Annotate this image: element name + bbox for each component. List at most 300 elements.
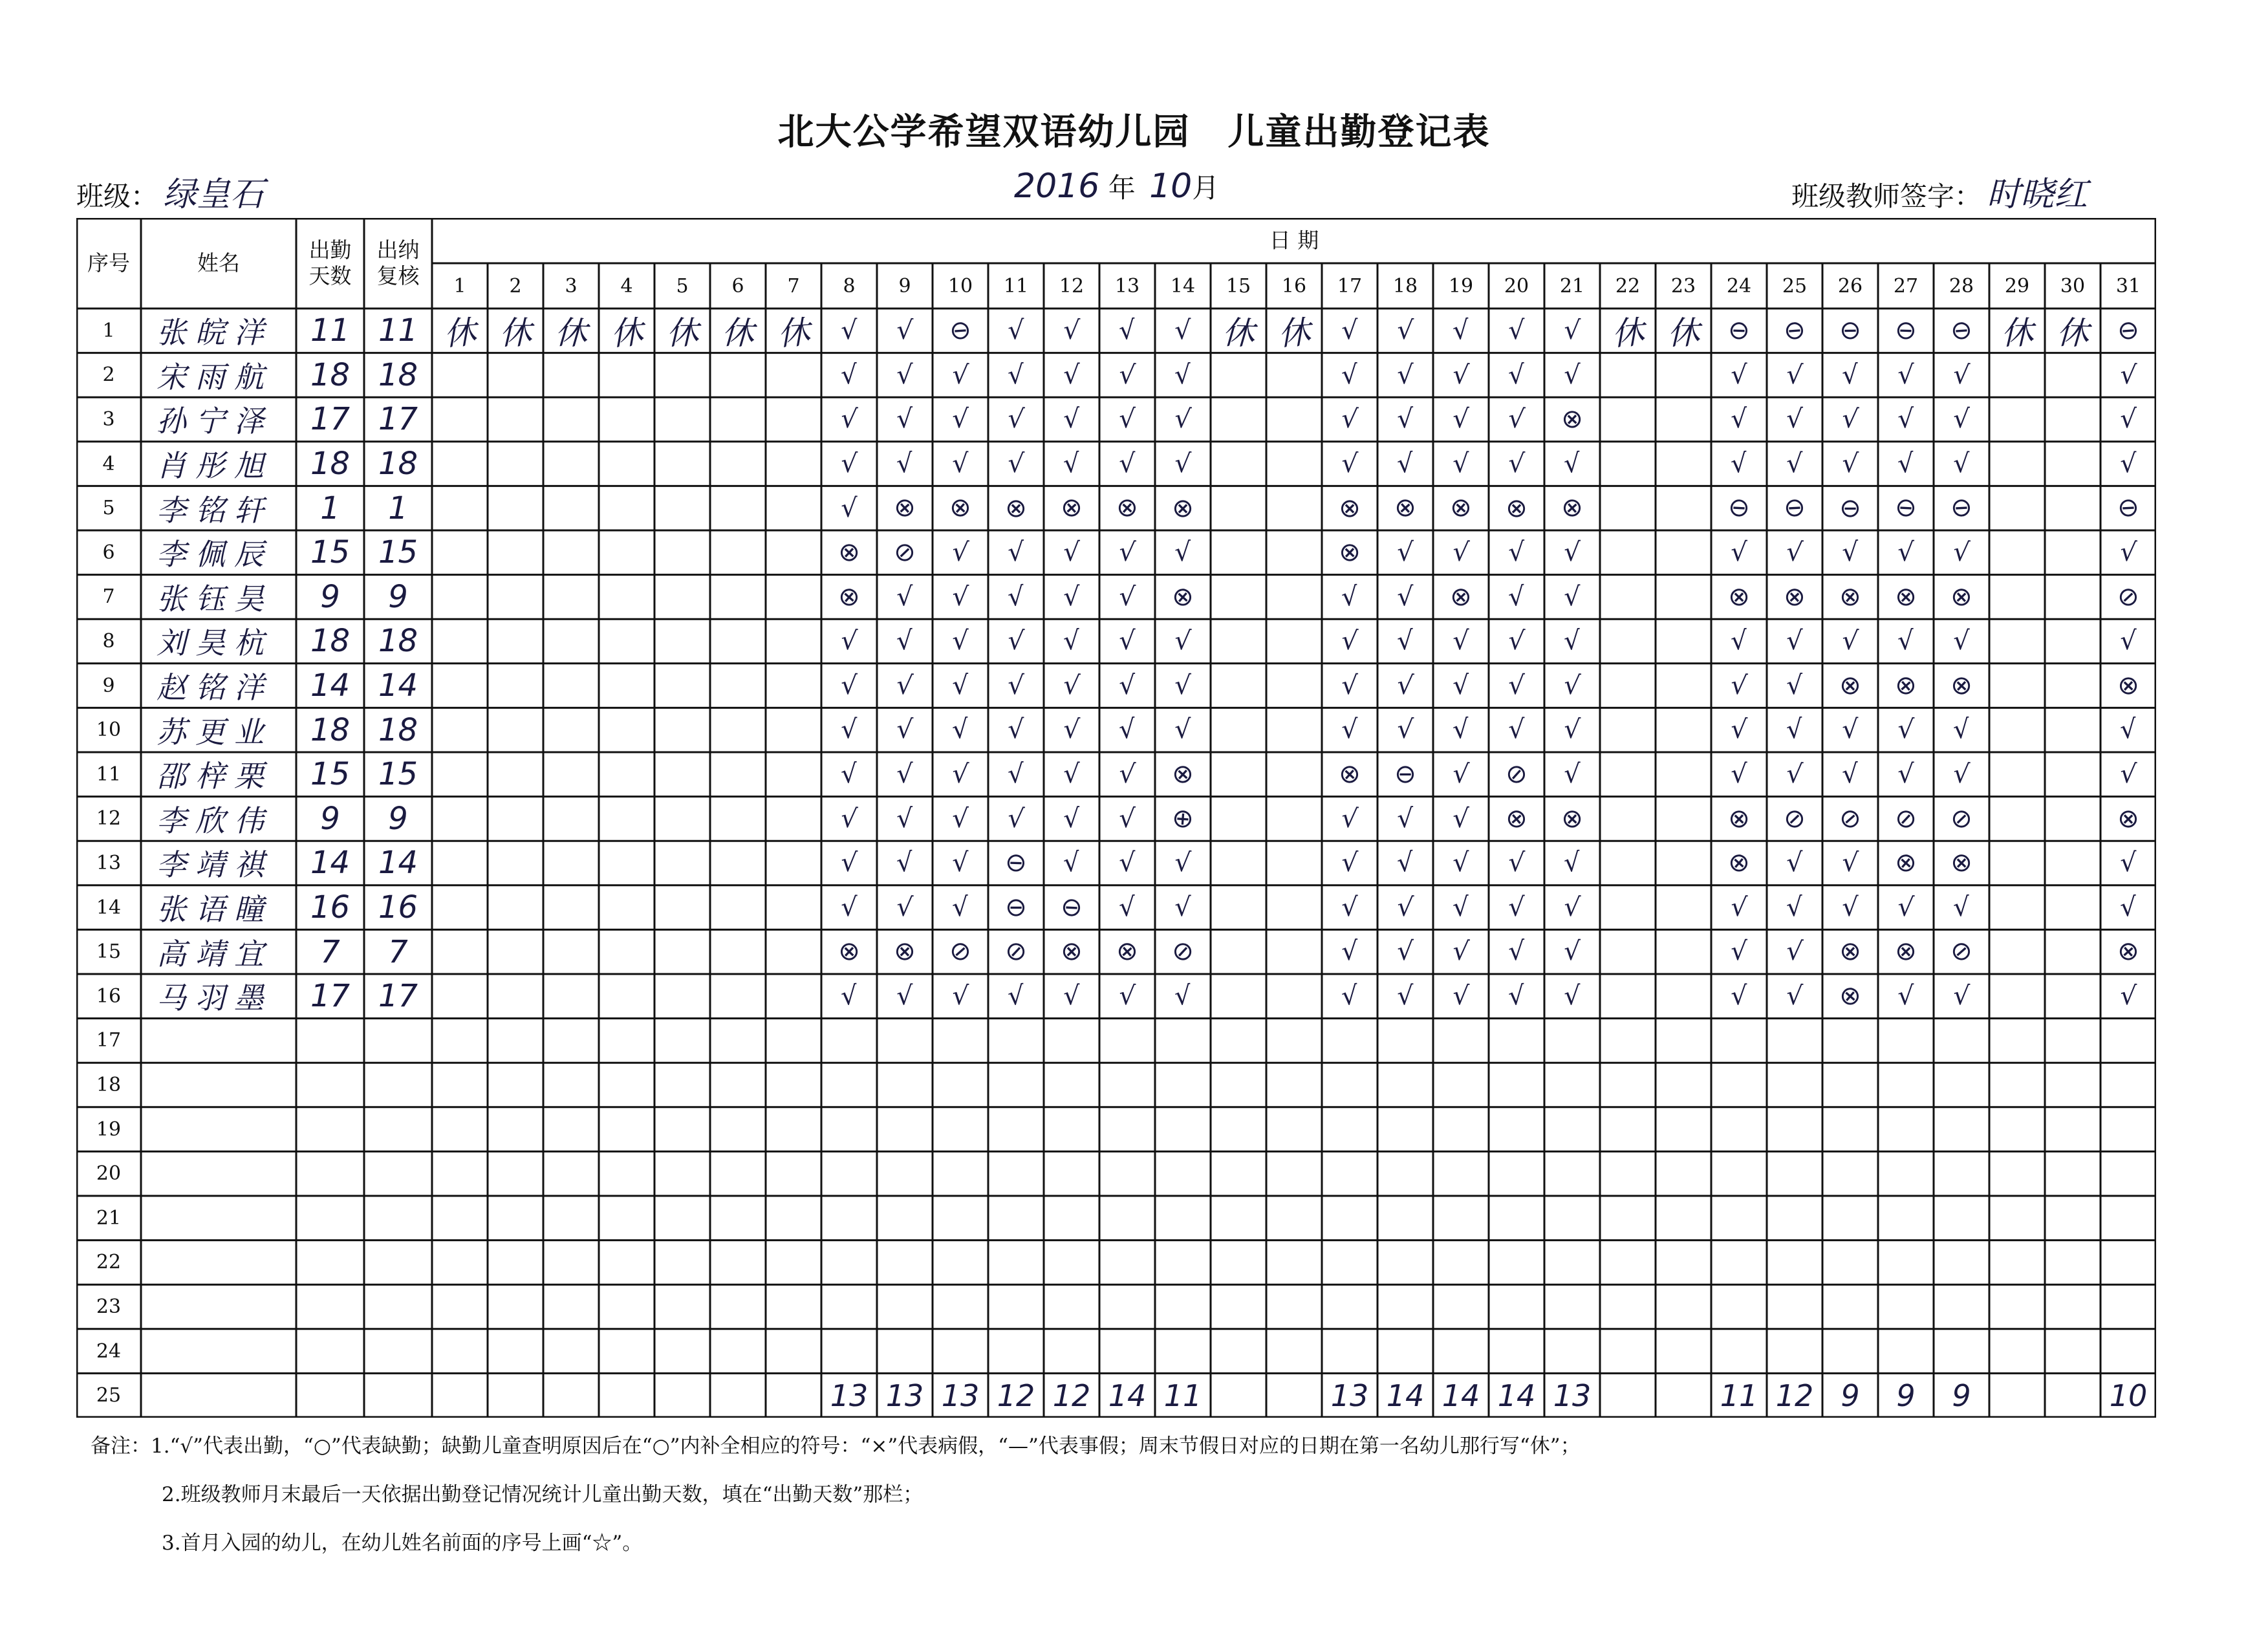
- attendance-mark: 休: [665, 314, 699, 352]
- attendance-mark: √: [1841, 537, 1859, 568]
- day-number-18: 18: [1392, 274, 1418, 298]
- attendance-days-value: 9: [320, 800, 340, 837]
- attendance-mark: √: [1730, 537, 1748, 568]
- attendance-mark: √: [1118, 404, 1136, 435]
- attendance-mark: √: [1563, 581, 1581, 612]
- attendance-mark: ⊖: [1894, 315, 1917, 346]
- attendance-mark: ⊗: [1171, 581, 1195, 613]
- attendance-mark: 休: [2055, 314, 2090, 353]
- attendance-mark: √: [1063, 759, 1080, 790]
- attendance-mark: √: [1897, 759, 1914, 790]
- attendance-mark: ⊗: [1894, 581, 1917, 612]
- row-seq: 22: [96, 1251, 122, 1274]
- attendance-mark: √: [1007, 316, 1025, 346]
- review-value: 9: [388, 800, 408, 837]
- attendance-mark: √: [1841, 625, 1859, 657]
- attendance-mark: √: [1952, 759, 1971, 790]
- attendance-mark: √: [1341, 937, 1359, 968]
- attendance-mark: √: [1953, 626, 1970, 656]
- attendance-mark: √: [896, 404, 914, 435]
- attendance-days-value: [296, 1107, 364, 1152]
- attendance-mark: √: [2119, 537, 2138, 568]
- attendance-mark: √: [1730, 625, 1748, 657]
- attendance-mark: √: [1063, 360, 1080, 390]
- attendance-mark: √: [1731, 759, 1747, 790]
- day-number-7: 7: [787, 274, 800, 298]
- attendance-mark: √: [1897, 892, 1915, 923]
- attendance-mark: ⊘: [948, 936, 973, 968]
- daily-total: 13: [830, 1378, 869, 1413]
- attendance-mark: 休: [2000, 314, 2034, 352]
- attendance-mark: √: [1451, 315, 1471, 347]
- attendance-mark: √: [1563, 537, 1581, 568]
- attendance-mark: √: [1897, 715, 1915, 746]
- attendance-mark: ⊘: [893, 537, 916, 568]
- day-number-28: 28: [1949, 274, 1974, 298]
- attendance-mark: √: [1063, 803, 1081, 834]
- review-value: 14: [378, 667, 418, 704]
- attendance-mark: √: [840, 448, 858, 479]
- attendance-mark: √: [1563, 892, 1581, 923]
- row-seq: 20: [96, 1162, 122, 1186]
- attendance-mark: √: [1897, 625, 1915, 657]
- notes-text-1: 1.“√”代表出勤，“○”代表缺勤；缺勤儿童查明原因后在“○”内补全相应的符号：“×”代表病假，“—”代表事假；周末节假日对应的日期在第一名幼儿那行写“休”；: [151, 1435, 1581, 1458]
- attendance-mark: ⊗: [1839, 670, 1862, 701]
- header-seq: 序号: [87, 250, 130, 276]
- attendance-mark: √: [1007, 625, 1025, 657]
- notes-line-2: 2.班级教师月末最后一天依据出勤登记情况统计儿童出勤天数，填在“出勤天数”那栏；: [162, 1483, 923, 1506]
- attendance-mark: √: [1396, 847, 1415, 879]
- review-value: [364, 1151, 432, 1196]
- attendance-mark: √: [1174, 625, 1192, 657]
- attendance-mark: √: [840, 670, 858, 701]
- day-number-30: 30: [2060, 274, 2086, 298]
- child-name: 赵铭洋: [157, 670, 273, 706]
- attendance-mark: √: [1396, 625, 1414, 657]
- attendance-mark: √: [1896, 448, 1916, 479]
- attendance-mark: 休: [720, 314, 755, 353]
- attendance-mark: √: [896, 625, 914, 657]
- child-name: 宋雨航: [157, 359, 273, 395]
- attendance-mark: √: [1118, 803, 1136, 834]
- attendance-mark: ⊖: [2116, 315, 2141, 347]
- daily-total: 13: [941, 1378, 980, 1413]
- attendance-mark: √: [1173, 980, 1193, 1012]
- attendance-mark: √: [1507, 404, 1526, 435]
- attendance-days-value: [296, 1063, 364, 1107]
- day-number-6: 6: [731, 274, 744, 298]
- attendance-mark: ⊖: [1004, 847, 1028, 879]
- attendance-mark: √: [1897, 981, 1915, 1012]
- daily-total: 11: [1720, 1378, 1758, 1413]
- attendance-mark: √: [1174, 848, 1192, 878]
- child-name: 张皖洋: [157, 315, 273, 351]
- day-number-31: 31: [2115, 274, 2141, 298]
- attendance-mark: √: [841, 893, 858, 923]
- attendance-days-value: [296, 1284, 364, 1329]
- attendance-mark: √: [1786, 448, 1804, 479]
- child-name: 肖彤旭: [157, 448, 273, 484]
- attendance-mark: √: [896, 715, 914, 746]
- daily-total: 12: [1052, 1378, 1091, 1413]
- year-label: 年: [1108, 172, 1136, 204]
- attendance-mark: ⊗: [1894, 669, 1918, 702]
- attendance-mark: √: [896, 360, 913, 390]
- attendance-mark: √: [1006, 581, 1026, 612]
- attendance-mark: ⊗: [1504, 803, 1529, 835]
- attendance-mark: √: [895, 847, 914, 879]
- attendance-mark: √: [1341, 448, 1359, 479]
- attendance-mark: √: [951, 581, 969, 612]
- day-number-25: 25: [1782, 274, 1808, 298]
- class-label: 班级：: [76, 180, 158, 212]
- row-seq: 6: [102, 541, 115, 564]
- row-seq: 16: [96, 984, 122, 1008]
- attendance-mark: √: [1341, 893, 1358, 923]
- attendance-mark: √: [1731, 360, 1747, 390]
- attendance-days-value: 11: [310, 312, 351, 349]
- attendance-mark: √: [1396, 315, 1414, 346]
- header-review: 出纳复核: [376, 237, 420, 288]
- attendance-mark: √: [1785, 714, 1804, 746]
- attendance-mark: √: [896, 803, 914, 834]
- attendance-mark: 休: [1221, 314, 1255, 353]
- row-seq: 17: [96, 1029, 122, 1052]
- attendance-mark: √: [1507, 848, 1526, 878]
- month-value: 10: [1149, 167, 1193, 206]
- review-value: [364, 1196, 432, 1240]
- attendance-mark: √: [1730, 715, 1748, 746]
- attendance-mark: 休: [609, 313, 645, 353]
- day-number-2: 2: [509, 274, 522, 298]
- attendance-mark: √: [1119, 626, 1136, 656]
- attendance-mark: 休: [1277, 313, 1312, 353]
- attendance-mark: √: [1340, 581, 1359, 612]
- attendance-mark: √: [840, 848, 858, 878]
- attendance-mark: ⊗: [1449, 581, 1473, 612]
- review-value: 9: [388, 578, 408, 615]
- attendance-mark: √: [1451, 714, 1471, 746]
- attendance-mark: √: [1729, 670, 1749, 701]
- attendance-mark: ⊗: [1950, 670, 1973, 701]
- attendance-mark: √: [1730, 404, 1748, 435]
- attendance-mark: √: [839, 404, 859, 435]
- form-title: 北大公学希望双语幼儿园 儿童出勤登记表: [777, 111, 1491, 153]
- day-number-23: 23: [1670, 274, 1696, 298]
- attendance-mark: ⊘: [1171, 937, 1194, 968]
- row-seq: 12: [96, 807, 122, 830]
- attendance-mark: 休: [554, 314, 588, 353]
- attendance-mark: 休: [1667, 314, 1700, 352]
- attendance-mark: √: [1952, 980, 1971, 1012]
- attendance-mark: √: [1564, 360, 1581, 390]
- day-number-8: 8: [843, 274, 856, 298]
- attendance-mark: √: [1841, 448, 1859, 479]
- row-seq: 18: [96, 1073, 122, 1096]
- attendance-days-value: [296, 1151, 364, 1196]
- attendance-mark: √: [1396, 537, 1414, 568]
- attendance-mark: √: [1841, 360, 1859, 391]
- review-value: 18: [378, 356, 418, 393]
- attendance-mark: ⊘: [1783, 803, 1806, 834]
- row-seq: 9: [102, 674, 115, 697]
- attendance-days-value: 16: [310, 889, 351, 926]
- attendance-mark: ⊗: [1561, 492, 1584, 524]
- child-name: 刘昊杭: [157, 625, 273, 661]
- attendance-mark: √: [840, 316, 858, 346]
- attendance-mark: √: [1118, 360, 1136, 391]
- attendance-mark: ⊗: [1116, 492, 1139, 524]
- class-field: [76, 167, 264, 215]
- attendance-mark: ⊘: [1838, 803, 1863, 835]
- review-value: 17: [378, 401, 418, 438]
- attendance-mark: ⊗: [1783, 581, 1806, 612]
- attendance-mark: ⊖: [1949, 315, 1974, 347]
- child-name: 李佩辰: [157, 537, 273, 572]
- attendance-mark: √: [2119, 759, 2137, 790]
- daily-total: 13: [1330, 1378, 1369, 1413]
- attendance-mark: √: [1063, 537, 1081, 568]
- child-name: 邵梓栗: [157, 759, 273, 794]
- child-name: [141, 1284, 296, 1329]
- attendance-mark: √: [1563, 715, 1581, 746]
- teacher-signature-field: [1791, 167, 2088, 215]
- attendance-mark: ⊗: [837, 537, 861, 568]
- attendance-mark: √: [1118, 670, 1136, 701]
- attendance-mark: √: [1118, 315, 1137, 347]
- attendance-mark: √: [1118, 892, 1136, 923]
- class-value: 绿皇石: [163, 175, 265, 214]
- attendance-mark: ⊖: [1005, 893, 1027, 923]
- attendance-mark: √: [952, 626, 969, 656]
- attendance-mark: √: [896, 981, 914, 1012]
- attendance-mark: √: [2119, 360, 2137, 391]
- daily-total: 11: [1163, 1378, 1202, 1413]
- attendance-mark: ⊗: [2117, 670, 2140, 701]
- attendance-mark: ⊗: [1727, 803, 1751, 834]
- row-seq: 5: [102, 497, 115, 520]
- review-value: [364, 1284, 432, 1329]
- attendance-mark: √: [1341, 316, 1359, 346]
- attendance-mark: √: [1507, 937, 1526, 968]
- daily-total: 9: [1896, 1378, 1916, 1413]
- row-seq: 7: [102, 585, 115, 609]
- attendance-days-value: 7: [320, 933, 340, 970]
- review-value: [364, 1063, 432, 1107]
- attendance-mark: ⊖: [2117, 492, 2140, 524]
- attendance-mark: √: [1452, 360, 1470, 391]
- attendance-mark: √: [1729, 448, 1749, 479]
- attendance-mark: √: [1952, 537, 1971, 568]
- attendance-mark: √: [1452, 803, 1470, 834]
- attendance-mark: √: [1841, 404, 1860, 435]
- attendance-days-value: 18: [310, 711, 351, 748]
- attendance-mark: √: [1006, 980, 1026, 1012]
- attendance-mark: √: [951, 803, 969, 834]
- attendance-mark: √: [1007, 715, 1025, 745]
- attendance-mark: ⊖: [1727, 492, 1751, 524]
- attendance-days-value: 15: [310, 534, 351, 571]
- attendance-mark: √: [1341, 848, 1359, 878]
- attendance-mark: √: [1174, 893, 1191, 923]
- review-value: [364, 1107, 432, 1152]
- attendance-days-value: 14: [310, 845, 351, 882]
- child-name: [141, 1151, 296, 1196]
- attendance-mark: √: [1063, 581, 1081, 612]
- attendance-mark: √: [1396, 803, 1414, 834]
- attendance-days-value: [296, 1329, 364, 1374]
- review-value: 7: [388, 933, 408, 970]
- attendance-mark: ⊖: [1727, 315, 1751, 346]
- attendance-mark: √: [951, 892, 969, 923]
- attendance-mark: √: [1396, 937, 1414, 967]
- day-number-24: 24: [1726, 274, 1752, 298]
- attendance-mark: ⊖: [1782, 315, 1807, 347]
- attendance-mark: ⊗: [1060, 492, 1083, 524]
- attendance-mark: √: [1786, 404, 1804, 435]
- day-number-4: 4: [620, 274, 633, 298]
- attendance-mark: √: [1507, 670, 1526, 701]
- attendance-mark: √: [1786, 892, 1804, 923]
- attendance-mark: √: [840, 625, 858, 657]
- attendance-mark: √: [1062, 448, 1081, 479]
- row-seq: 24: [96, 1339, 122, 1363]
- attendance-days-value: 17: [310, 978, 351, 1015]
- attendance-mark: ⊘: [1004, 937, 1028, 968]
- daily-total: 14: [1442, 1378, 1480, 1413]
- attendance-mark: √: [1786, 759, 1804, 790]
- date-field: [1009, 167, 1219, 206]
- attendance-mark: √: [1563, 625, 1581, 657]
- attendance-mark: √: [2119, 714, 2138, 746]
- child-name: 孙宁泽: [157, 404, 273, 439]
- attendance-mark: √: [1453, 626, 1469, 656]
- day-number-13: 13: [1114, 274, 1140, 298]
- attendance-mark: √: [1897, 360, 1914, 390]
- attendance-mark: √: [1174, 448, 1192, 479]
- attendance-mark: √: [1563, 937, 1581, 967]
- attendance-mark: √: [839, 803, 859, 834]
- attendance-mark: √: [1730, 937, 1748, 967]
- attendance-mark: ⊗: [837, 581, 861, 613]
- attendance-mark: √: [1452, 980, 1470, 1012]
- day-number-27: 27: [1893, 274, 1919, 298]
- review-value: [364, 1373, 432, 1418]
- daily-total: 12: [1775, 1378, 1814, 1413]
- attendance-mark: 休: [776, 313, 812, 353]
- attendance-mark: √: [1452, 448, 1470, 479]
- day-number-5: 5: [676, 274, 689, 298]
- attendance-mark: √: [1174, 715, 1192, 745]
- attendance-mark: ⊗: [1171, 759, 1194, 790]
- row-seq: 8: [102, 629, 115, 653]
- attendance-mark: √: [1952, 360, 1971, 391]
- attendance-mark: ⊖: [1839, 316, 1862, 346]
- attendance-mark: √: [839, 980, 859, 1012]
- attendance-mark: √: [1952, 404, 1971, 435]
- attendance-mark: √: [1063, 981, 1081, 1012]
- review-value: [364, 1329, 432, 1374]
- attendance-mark: √: [1451, 537, 1471, 568]
- attendance-mark: ⊗: [893, 492, 916, 524]
- daily-total: 9: [1952, 1378, 1971, 1413]
- attendance-mark: ⊖: [1950, 492, 1973, 524]
- child-name: 李铭轩: [157, 492, 273, 528]
- day-number-16: 16: [1281, 274, 1307, 298]
- attendance-mark: ⊗: [1894, 937, 1917, 967]
- attendance-mark: ⊗: [1338, 759, 1361, 790]
- child-name: 李欣伟: [157, 803, 273, 838]
- attendance-mark: ⊗: [949, 492, 972, 524]
- attendance-days-value: 1: [320, 490, 340, 526]
- attendance-days-value: 18: [310, 356, 351, 393]
- attendance-mark: 休: [1610, 313, 1646, 353]
- attendance-mark: √: [1952, 448, 1971, 479]
- child-name: 李靖祺: [157, 847, 273, 883]
- attendance-mark: √: [1842, 893, 1859, 923]
- attendance-mark: √: [1507, 360, 1526, 391]
- attendance-mark: √: [896, 759, 913, 790]
- attendance-mark: √: [895, 670, 914, 701]
- attendance-mark: √: [1786, 848, 1804, 878]
- child-name: [141, 1107, 296, 1152]
- attendance-mark: √: [1007, 360, 1025, 391]
- child-name: [141, 1019, 296, 1063]
- day-number-22: 22: [1615, 274, 1641, 298]
- attendance-mark: ⊖: [948, 315, 973, 347]
- review-value: 18: [378, 711, 418, 748]
- attendance-mark: √: [1063, 315, 1081, 346]
- header-dates: 日 期: [1269, 228, 1319, 253]
- attendance-mark: ⊗: [1727, 581, 1751, 612]
- attendance-mark: √: [1118, 448, 1136, 479]
- attendance-mark: √: [1341, 360, 1359, 391]
- daily-total: 14: [1497, 1378, 1536, 1413]
- attendance-mark: √: [1174, 360, 1192, 391]
- child-name: [141, 1329, 296, 1374]
- attendance-mark: √: [1063, 715, 1081, 746]
- attendance-mark: ⊗: [1115, 936, 1139, 968]
- attendance-mark: ⊗: [1005, 493, 1027, 523]
- attendance-mark: √: [1452, 759, 1470, 790]
- attendance-mark: √: [1396, 981, 1414, 1012]
- review-value: 1: [388, 490, 408, 526]
- attendance-mark: √: [1341, 625, 1359, 657]
- attendance-mark: √: [1507, 581, 1526, 612]
- attendance-mark: ⊗: [2116, 936, 2141, 968]
- notes-line-1: [91, 1429, 1581, 1458]
- attendance-mark: √: [1118, 581, 1136, 612]
- attendance-mark: √: [1562, 448, 1582, 479]
- attendance-mark: √: [2120, 626, 2137, 656]
- attendance-mark: √: [1563, 981, 1581, 1012]
- day-number-10: 10: [947, 274, 973, 298]
- child-name: 苏更业: [157, 714, 273, 750]
- attendance-mark: √: [1006, 803, 1026, 834]
- attendance-mark: √: [841, 493, 858, 523]
- review-value: 17: [378, 978, 418, 1015]
- attendance-mark: ⊖: [1783, 492, 1806, 524]
- attendance-mark: √: [1730, 892, 1748, 923]
- attendance-mark: √: [1063, 625, 1081, 657]
- attendance-mark: √: [1452, 670, 1470, 701]
- attendance-mark: √: [1952, 892, 1971, 923]
- attendance-mark: ⊗: [1449, 492, 1473, 524]
- child-name: [141, 1240, 296, 1285]
- attendance-mark: ⊕: [1171, 803, 1195, 835]
- header-name: 姓名: [197, 250, 240, 276]
- attendance-mark: √: [1786, 626, 1803, 656]
